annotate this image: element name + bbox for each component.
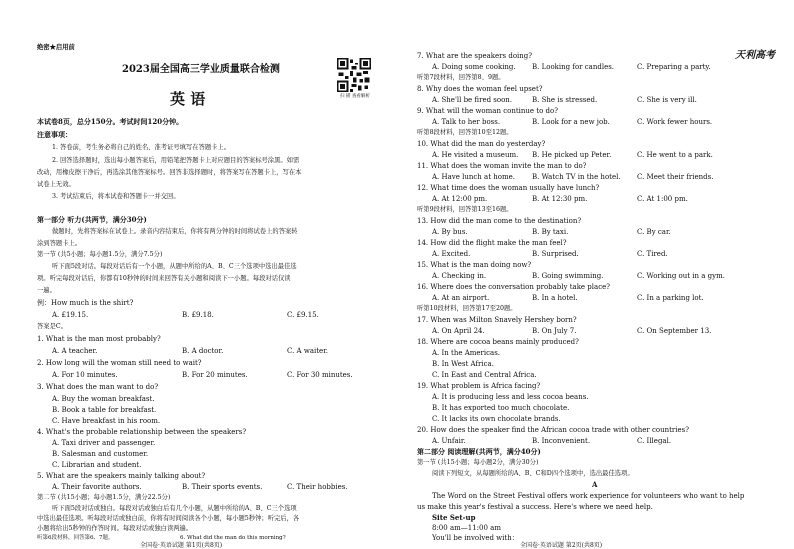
q2-option-b: B. For 20 minutes. xyxy=(182,371,248,379)
q4-option-a: A. Taxi driver and passenger. xyxy=(52,439,156,447)
q8-option-c: C. She is very ill. xyxy=(637,96,697,104)
part2-intro: 阅读下列短文，从每题所给的A、B、C和D四个选项中，选出最佳选项。 xyxy=(432,470,634,477)
q16-option-b: B. In a hotel. xyxy=(532,294,578,302)
q13-option-c: C. By car. xyxy=(637,228,671,236)
question-17: 17. When was Milton Snavely Hershey born? xyxy=(417,316,577,324)
passage-letter: A xyxy=(592,480,598,489)
left-page xyxy=(0,0,397,547)
q12-option-b: B. At 12:30 pm. xyxy=(532,195,588,203)
question-10: 10. What did the man do yesterday? xyxy=(417,140,546,148)
note-1: 1. 答卷前，考生务必将自己的姓名、准考证号填写在答题卡上。 xyxy=(52,144,231,151)
question-14: 14. How did the flight make the man feel? xyxy=(417,239,567,247)
exam-info: 本试卷8页，总分150分。考试时间120分钟。 xyxy=(37,117,184,126)
site-setup-heading: Site Set-up xyxy=(432,513,476,522)
q15-option-a: A. Checking in. xyxy=(432,272,487,280)
part1-intro-2: 涂到答题卡上。 xyxy=(37,240,82,247)
q4-option-c: C. Librarian and student. xyxy=(52,461,142,469)
qr-caption: 扫 描 查看解析 xyxy=(340,94,370,99)
q12-option-a: A. At 12:00 pm. xyxy=(432,195,488,203)
question-2: 2. How long will the woman still need to wait? xyxy=(37,359,202,367)
question-6: 6. What did the man do this morning? xyxy=(180,535,286,541)
note-2c: 试卷上无效。 xyxy=(37,181,75,188)
q7-option-a: A. Doing some cooking. xyxy=(432,63,516,71)
tianli-logo: 天利高考 xyxy=(735,50,775,61)
part2-heading: 第二部分 阅读理解(共两节，满分40分) xyxy=(417,447,541,456)
q1-option-a: A. A teacher. xyxy=(52,347,98,355)
footer-right: 全国卷·英语试题 第2页(共8页) xyxy=(520,542,603,549)
footer-left: 全国卷·英语试题 第1页(共8页) xyxy=(140,542,223,549)
q1-option-b: B. A doctor. xyxy=(182,347,224,355)
note-2b: 改动，用橡皮擦干净后，再选涂其他答案标号。回答非选择题时，将答案写在答题卡上，写在本 xyxy=(37,169,302,176)
q5-option-c: C. Their hobbies. xyxy=(287,483,348,491)
q14-option-c: C. Tired. xyxy=(637,250,668,258)
q18-option-b: B. In West Africa. xyxy=(432,360,494,368)
notes-heading: 注意事项： xyxy=(37,130,72,139)
q11-option-c: C. Meet their friends. xyxy=(637,173,714,181)
q20-option-b: B. Inconvenient. xyxy=(532,437,591,445)
q18-option-a: A. In the Americas. xyxy=(432,349,501,357)
example-question: 例：How much is the shirt? xyxy=(37,299,134,307)
question-1: 1. What is the man most probably? xyxy=(37,335,161,343)
q8-option-a: A. She'll be fired soon. xyxy=(432,96,513,104)
part2-section1-heading: 第一节 (共15小题；每小题2分，满分30分) xyxy=(417,459,539,466)
section2-intro-2: 中选出最佳选项。听每段对话或独白前，你将有时间阅读各个小题，每小题5秒钟；听完后，各 xyxy=(37,515,300,522)
material-10-note: 听第10段材料，回答第17至20题。 xyxy=(417,305,517,312)
question-16: 16. Where does the conversation probably take place? xyxy=(417,283,611,291)
q17-option-b: B. On July 7. xyxy=(532,327,577,335)
qr-code-icon xyxy=(337,58,371,92)
q5-option-a: A. Their favorite authors. xyxy=(52,483,142,491)
q20-option-a: A. Unfair. xyxy=(432,437,466,445)
part1-heading: 第一部分 听力(共两节，满分30分) xyxy=(37,215,147,224)
q20-option-c: C. Illegal. xyxy=(637,437,672,445)
q14-option-a: A. Excited. xyxy=(432,250,471,258)
q9-option-a: A. Talk to her boss. xyxy=(432,118,501,126)
material-9-note: 听第9段材料，回答第13至16题。 xyxy=(417,206,513,213)
q9-option-c: C. Work fewer hours. xyxy=(637,118,713,126)
question-12: 12. What time does the woman usually have lunch? xyxy=(417,184,600,192)
q16-option-c: C. In a parking lot. xyxy=(637,294,704,302)
question-5: 5. What are the speakers mainly talking about? xyxy=(37,472,206,480)
question-9: 9. What will the woman continue to do? xyxy=(417,107,558,115)
passage-line-2: us make this year's festival a success. Here's where we need help. xyxy=(417,503,653,511)
question-4: 4. What's the probable relationship between the speakers? xyxy=(37,428,247,436)
q9-option-b: B. Look for a new job. xyxy=(532,118,610,126)
q13-option-a: A. By bus. xyxy=(432,228,468,236)
section2-intro-3: 小题将给出5秒钟的作答时间。每段对话或独白读两遍。 xyxy=(37,525,193,532)
material-8-note: 听第8段材料，回答第10至12题。 xyxy=(417,129,513,136)
q2-option-a: A. For 10 minutes. xyxy=(52,371,118,379)
subject-title: 英 语 xyxy=(170,90,206,108)
question-18: 18. Where are cocoa beans mainly produced? xyxy=(417,338,579,346)
q10-option-b: B. He picked up Peter. xyxy=(532,151,612,159)
q17-option-c: C. On September 13. xyxy=(637,327,712,335)
question-11: 11. What does the woman invite the man to do? xyxy=(417,162,587,170)
q11-option-b: B. Watch TV in the hotel. xyxy=(532,173,621,181)
q12-option-c: C. At 1:00 pm. xyxy=(637,195,688,203)
section1-heading: 第一节 (共5小题；每小题1.5分，满分7.5分) xyxy=(37,251,163,258)
note-2a: 2. 回答选择题时，选出每小题答案后，用铅笔把答题卡上对应题目的答案标号涂黑。如需 xyxy=(52,157,300,164)
q14-option-b: B. Surprised. xyxy=(532,250,579,258)
passage-line-1: The Word on the Street Festival offers work experience for volunteers who want to help xyxy=(432,492,745,500)
q19-option-a: A. It is producing less and less cocoa beans. xyxy=(432,393,589,401)
q3-option-b: B. Book a table for breakfast. xyxy=(52,406,157,414)
material-7-note: 听第7段材料，回答第8、9题。 xyxy=(417,74,505,81)
q3-option-c: C. Have breakfast in his room. xyxy=(52,417,161,425)
question-7: 7. What are the speakers doing? xyxy=(417,52,533,60)
part1-intro-1: 做题时，先将答案标在试卷上。录音内容结束后，你将有两分钟的时间将试卷上的答案转 xyxy=(52,228,298,235)
material-6-note: 听第6段材料，回答第6、7题。 xyxy=(37,535,114,541)
q2-option-c: C. For 30 minutes. xyxy=(287,371,353,379)
example-option-b: B. £9.18. xyxy=(182,311,214,319)
q19-option-c: C. It lacks its own chocolate brands. xyxy=(432,415,561,423)
example-option-a: A. £19.15. xyxy=(52,311,89,319)
q17-option-a: A. On April 24. xyxy=(432,327,485,335)
q15-option-b: B. Going swimming. xyxy=(532,272,604,280)
q7-option-b: B. Looking for candles. xyxy=(532,63,615,71)
section2-intro-1: 听下面5段对话或独白。每段对话或独白后有几个小题，从题中所给的A、B、C三个选项 xyxy=(52,505,297,512)
right-page xyxy=(397,0,794,547)
q16-option-a: A. At an airport. xyxy=(432,294,490,302)
q11-option-a: A. Have lunch at home. xyxy=(432,173,515,181)
question-13: 13. How did the man come to the destination? xyxy=(417,217,582,225)
q5-option-b: B. Their sports events. xyxy=(182,483,263,491)
q19-option-b: B. It has exported too much chocolate. xyxy=(432,404,570,412)
q7-option-c: C. Preparing a party. xyxy=(637,63,711,71)
question-19: 19. What problem is Africa facing? xyxy=(417,382,541,390)
q10-option-a: A. He visited a museum. xyxy=(432,151,519,159)
exam-title: 2023届全国高三学业质量联合检测 xyxy=(122,64,280,75)
q3-option-a: A. Buy the woman breakfast. xyxy=(52,395,155,403)
question-20: 20. How does the speaker find the African cocoa trade with other countries? xyxy=(417,426,690,434)
q15-option-c: C. Working out in a gym. xyxy=(637,272,725,280)
q1-option-c: C. A waiter. xyxy=(287,347,328,355)
example-option-c: C. £9.15. xyxy=(287,311,319,319)
site-setup-involved: You'll be involved with： xyxy=(432,534,519,542)
question-3: 3. What does the man want to do? xyxy=(37,383,159,391)
section1-intro-1: 听下面5段对话。每段对话后有一个小题，从题中所给的A、B、C三个选项中选出最佳选 xyxy=(52,263,297,270)
q4-option-b: B. Salesman and customer. xyxy=(52,450,149,458)
q18-option-c: C. In East and Central Africa. xyxy=(432,371,537,379)
example-answer: 答案是C。 xyxy=(37,323,68,330)
q8-option-b: B. She is stressed. xyxy=(532,96,598,104)
site-setup-time: 8:00 am—11:00 am xyxy=(432,524,501,532)
note-3: 3. 考试结束后，将本试卷和答题卡一并交回。 xyxy=(52,193,180,200)
section1-intro-2: 项。听完每段对话后，你都有10秒钟的时间来回答有关小题和阅读下一小题。每段对话仅读 xyxy=(37,275,291,282)
secret-label: 绝密★启用前 xyxy=(37,44,75,51)
q10-option-c: C. He went to a park. xyxy=(637,151,713,159)
question-8: 8. Why does the woman feel upset? xyxy=(417,85,543,93)
section1-intro-3: 一遍。 xyxy=(37,287,56,294)
section2-heading: 第二节 (共15小题；每小题1.5分，满分22.5分) xyxy=(37,494,171,501)
q13-option-b: B. By taxi. xyxy=(532,228,569,236)
question-15: 15. What is the man doing now? xyxy=(417,261,532,269)
